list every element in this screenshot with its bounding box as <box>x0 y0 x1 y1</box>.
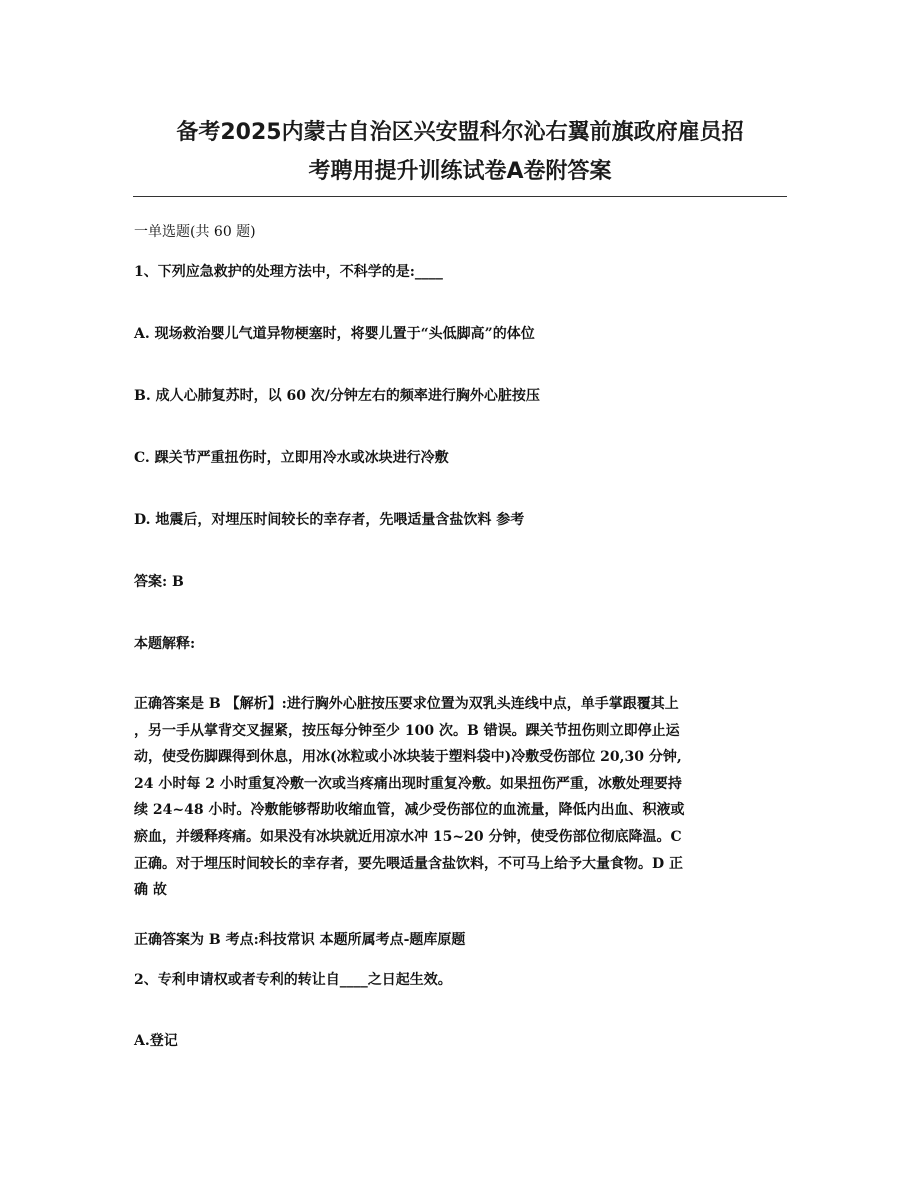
section-heading: 一单选题(共 60 题) <box>134 224 256 240</box>
explanation-line: 续 24~48 小时。冷敷能够帮助收缩血管，减少受伤部位的血流量，降低内出血、积液或 <box>134 802 685 819</box>
explanation-line: 确 故 <box>134 882 167 899</box>
question-1-option-d: D. 地震后，对埋压时间较长的幸存者，先喂适量含盐饮料 参考 <box>134 512 525 528</box>
document-title-line-2: 考聘用提升训练试卷A卷附答案 <box>308 159 612 184</box>
question-1-footer: 正确答案为 B 考点:科技常识 本题所属考点-题库原题 <box>134 932 466 948</box>
title-divider <box>133 196 787 197</box>
explanation-line: 24 小时每 2 小时重复冷敷一次或当疼痛出现时重复冷敷。如果扭伤严重，冰敷处理要持 <box>134 775 682 792</box>
question-1-explanation-label: 本题解释: <box>134 636 196 652</box>
question-2-stem: 2、专利申请权或者专利的转让自____之日起生效。 <box>134 972 452 988</box>
explanation-line: 正确答案是 B 【解析】:进行胸外心脏按压要求位置为双乳头连线中点，单手掌跟覆其上 <box>134 696 679 712</box>
question-1-option-a: A. 现场救治婴儿气道异物梗塞时，将婴儿置于“头低脚高”的体位 <box>134 326 535 342</box>
question-1-option-b: B. 成人心肺复苏时，以 60 次/分钟左右的频率进行胸外心脏按压 <box>134 388 540 404</box>
explanation-line: ，另一手从掌背交叉握紧，按压每分钟至少 100 次。B 错误。踝关节扭伤则立即停止运 <box>134 722 680 739</box>
explanation-line: 动，使受伤脚踝得到休息，用冰(冰粒或小冰块装于塑料袋中)冷敷受伤部位 20,30 分钟, <box>134 749 682 766</box>
question-2-option-a: A.登记 <box>134 1033 178 1049</box>
question-1-option-c: C. 踝关节严重扭伤时，立即用冷水或冰块进行冷敷 <box>134 450 449 466</box>
document-title-line-1: 备考2025内蒙古自治区兴安盟科尔沁右翼前旗政府雇员招 <box>176 120 744 145</box>
question-1-stem: 1、下列应急救护的处理方法中，不科学的是:____ <box>134 264 443 280</box>
question-1-answer: 答案: B <box>134 574 184 590</box>
question-1-explanation <box>134 691 779 904</box>
explanation-line: 正确。对于埋压时间较长的幸存者，要先喂适量含盐饮料，不可马上给予大量食物。D 正 <box>134 855 684 872</box>
explanation-line: 瘀血，并缓释疼痛。如果没有冰块就近用凉水冲 15~20 分钟，使受伤部位彻底降温。C <box>134 828 682 845</box>
